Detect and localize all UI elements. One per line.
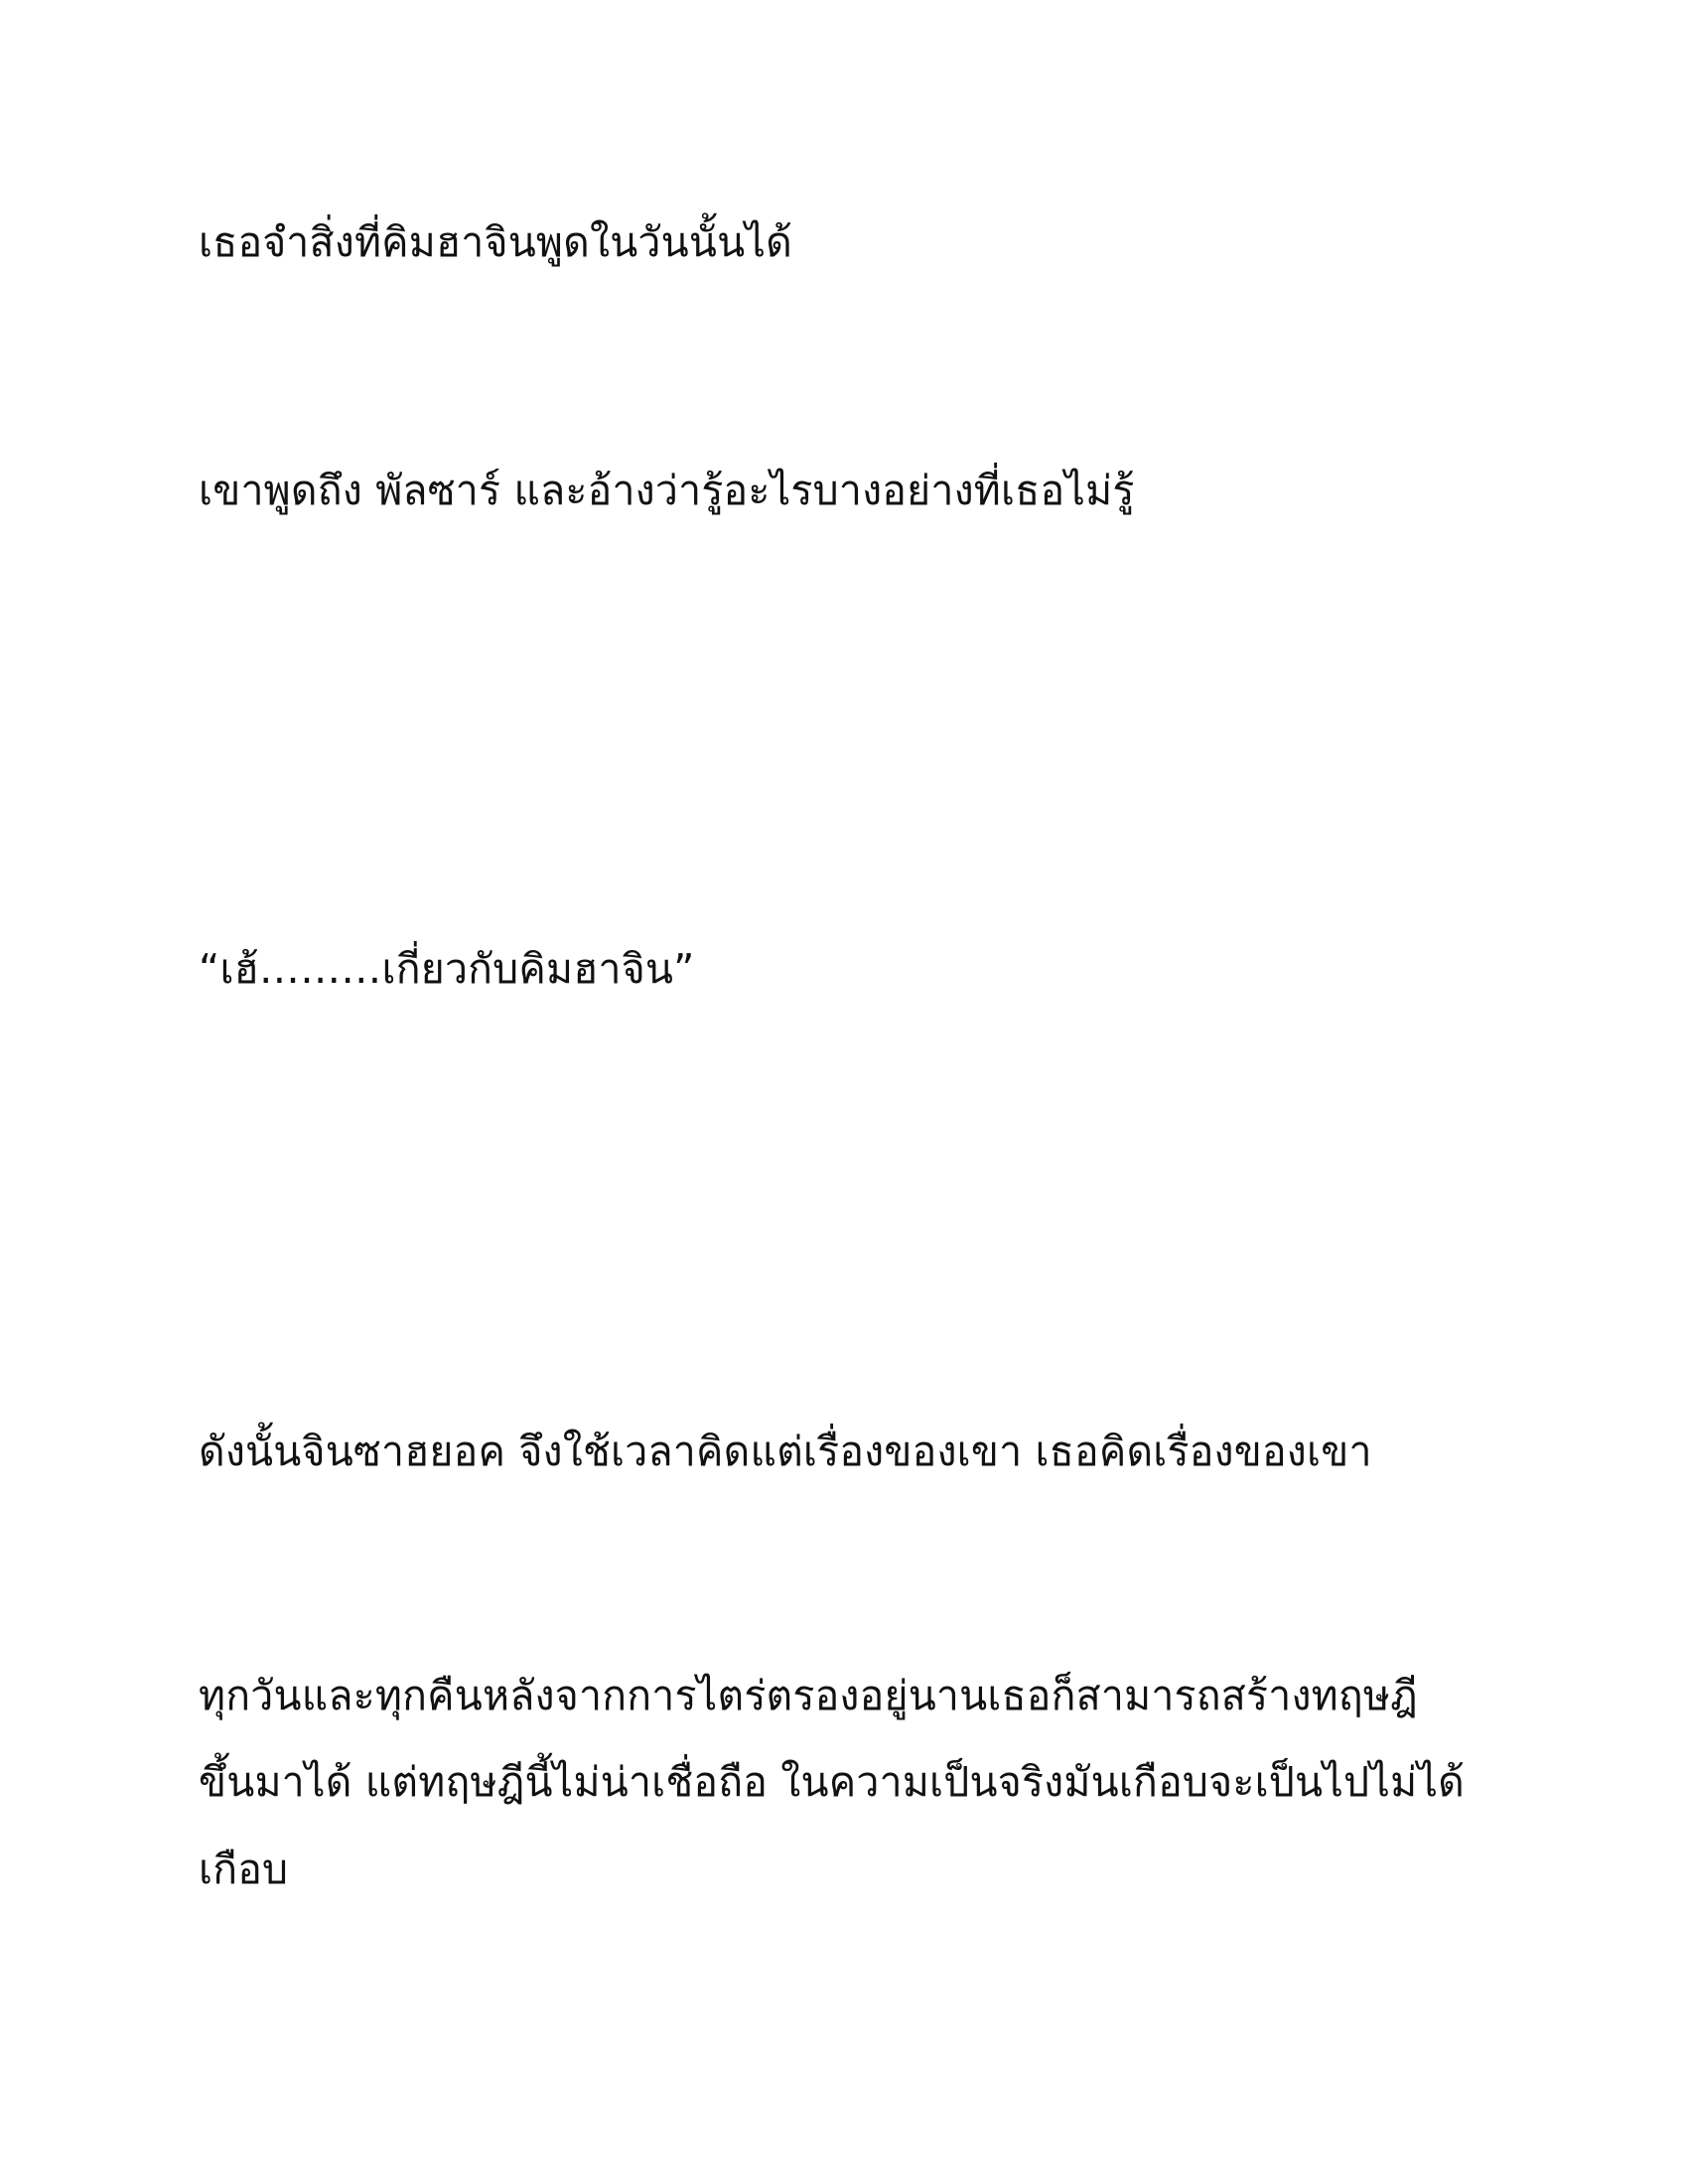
paragraph-4: ดังนั้นจินซาฮยอค จึงใช้เวลาคิดแต่เรื่องของเขา เธอคิดเรื่องของเขา xyxy=(199,1428,1372,1475)
final-paragraph-line-2: ขึ้นมาได้ แต่ทฤษฎีนี้ไม่น่าเชื่อถือ ในความเป็นจริงมันเกือบจะเป็นไปไม่ได้ xyxy=(199,1758,1465,1806)
paragraph-2: เขาพูดถึง พัลซาร์ และอ้างว่ารู้อะไรบางอย่างที่เธอไม่รู้ xyxy=(199,467,1135,514)
final-paragraph-line-1: ทุกวันและทุกคืนหลังจากการไตร่ตรองอยู่นานเธอก็สามารถสร้างทฤษฎี xyxy=(199,1672,1418,1719)
final-paragraph-line-3: เกือบ xyxy=(199,1845,289,1893)
dialogue-line: “เฮ้………เกี่ยวกับคิมฮาจิน” xyxy=(199,945,695,993)
paragraph-1: เธอจำสิ่งที่คิมฮาจินพูดในวันนั้นได้ xyxy=(199,218,792,266)
